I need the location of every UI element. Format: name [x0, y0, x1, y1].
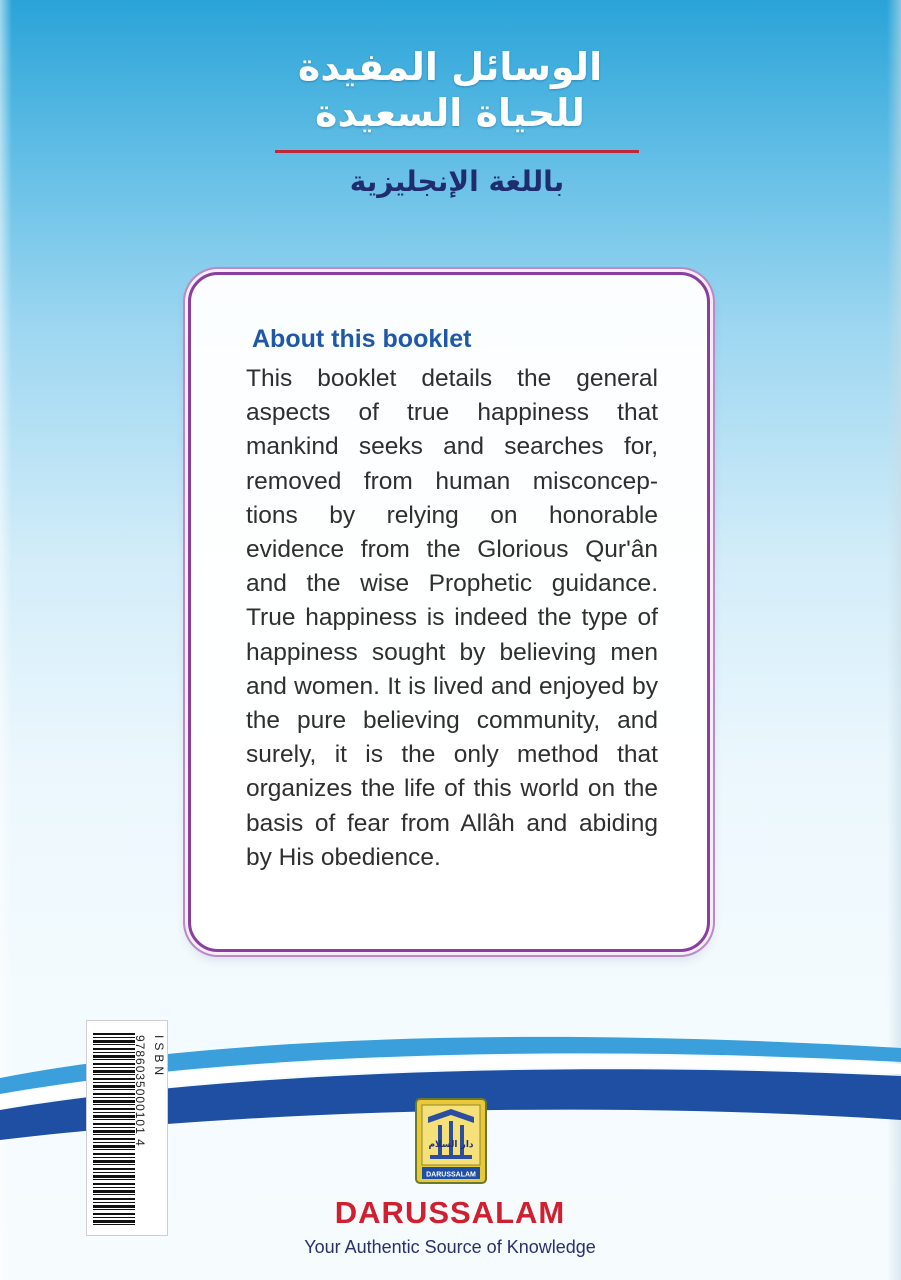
logo-arabic-text: دار السلام: [428, 1140, 474, 1150]
arabic-subtitle: باللغة الإنجليزية: [349, 165, 565, 198]
logo-latin-text: DARUSSALAM: [426, 1171, 476, 1179]
arabic-title: [250, 44, 650, 136]
barcode: [93, 1033, 135, 1225]
arabic-title-line1: الوسائل المفيدة: [297, 45, 603, 89]
about-heading: About this booklet: [252, 325, 472, 353]
isbn-barcode-block: [86, 1020, 168, 1236]
isbn-label: ISBN: [152, 1035, 166, 1080]
darussalam-logo-emblem: [414, 1097, 488, 1185]
isbn-number: 9786035000101 4: [133, 1035, 147, 1147]
arabic-title-line2: للحياة السعيدة: [315, 91, 585, 135]
publisher-tagline: Your Authentic Source of Knowledge: [304, 1237, 596, 1257]
about-body-text: This booklet details the general aspects of true happiness that mankind seeks and searches for, removed from human misconcep-tions by relying on honorable evidence from the Glorious Qur'ân and the wise Prophetic guidance. True happiness is indeed the type of happiness sought by believing men and women. It is lived and enjoyed by the pure believing community, and surely, it is the only method that organizes the life of this world on the basis of fear from Allâh and abiding by His obedience.: [246, 365, 658, 871]
title-divider: [275, 150, 639, 153]
about-booklet-box: [188, 272, 710, 952]
publisher-name: DARUSSALAM: [334, 1195, 566, 1230]
